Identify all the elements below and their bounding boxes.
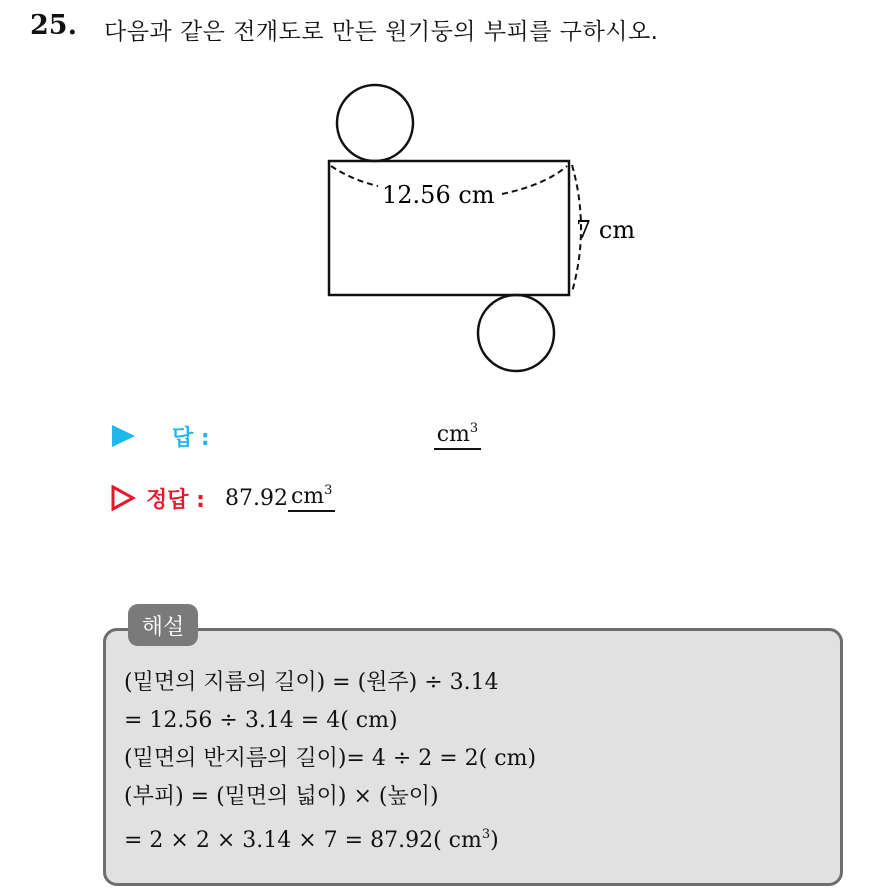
answer-input-row	[110, 420, 481, 452]
cylinder-net-figure	[0, 0, 884, 400]
circumference-label: 12.56 cm	[382, 181, 495, 209]
correct-answer-row	[110, 482, 335, 514]
top-base-circle	[337, 85, 413, 161]
explanation-tab: 해설	[128, 604, 198, 646]
correct-answer-value: 87.92	[224, 485, 288, 511]
explanation-line-final	[124, 816, 536, 854]
outline-arrow-icon	[110, 485, 136, 511]
bottom-base-circle	[478, 295, 554, 371]
correct-answer-unit: $cm^3$	[288, 484, 335, 511]
question-number: 25.	[30, 10, 77, 41]
answer-label: 답 :	[172, 425, 210, 451]
explanation-line: (부피) = (밑면의 넓이) × (높이)	[124, 784, 439, 809]
explanation-final-text: = 2 × 2 × 3.14 × 7 = 87.92( cm	[124, 828, 482, 853]
explanation-line: (밑면의 지름의 길이) = (원주) ÷ 3.14	[124, 670, 499, 695]
play-arrow-icon	[110, 424, 136, 448]
correct-answer-label: 정답 :	[146, 487, 205, 513]
explanation-line: (밑면의 반지름의 길이)= 4 ÷ 2 = 2( cm)	[124, 746, 537, 771]
explanation-line: = 12.56 ÷ 3.14 = 4( cm)	[124, 708, 398, 733]
circumference-brace-right	[502, 166, 567, 194]
circumference-brace-left	[331, 166, 378, 186]
height-label: 7 cm	[576, 216, 636, 244]
explanation-final-exp: 3	[481, 827, 491, 842]
explanation-content	[124, 664, 536, 854]
answer-unit: $cm^3$	[434, 422, 481, 449]
question-text: 다음과 같은 전개도로 만든 원기둥의 부피를 구하시오.	[104, 19, 659, 45]
explanation-final-close: )	[490, 828, 499, 853]
